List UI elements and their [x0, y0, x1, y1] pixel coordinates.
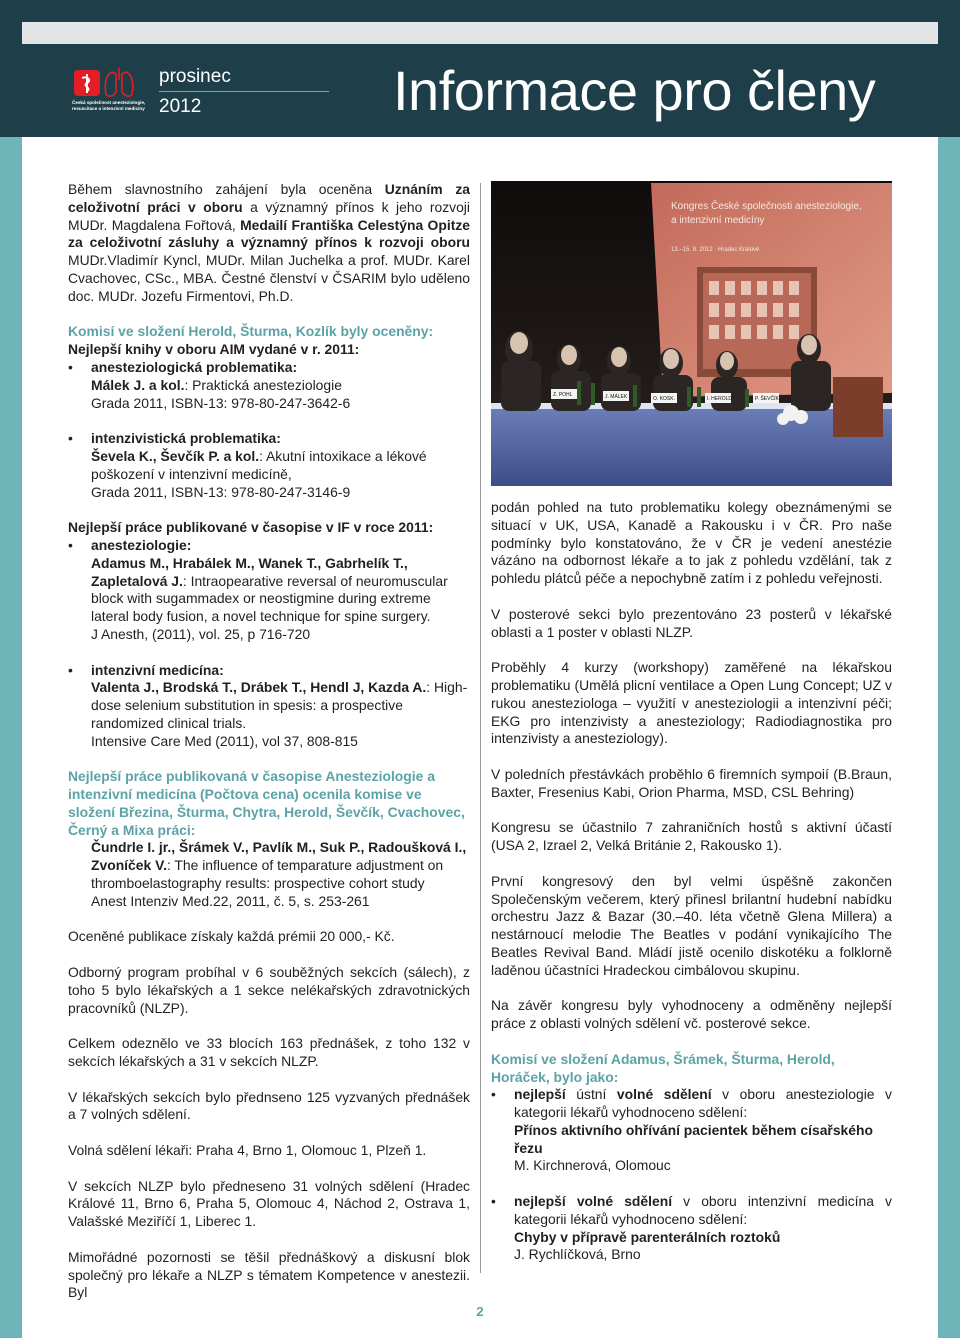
free-talks-paragraph: Volná sdělení lékaři: Praha 4, Brno 1, Olomouc 1, Plzeň 1. — [68, 1142, 427, 1159]
symposia-paragraph: V poledních přestávkách proběhlo 6 firemních sympoií (B.Braun, Baxter, Fresenius Kabi, Orion Pharma, MSD, CSL Behring) — [491, 765, 892, 800]
book-citation: Ševela K., Ševčík P. a kol.: Akutní intoxikace a lékové poškození v intenzivní medicíně, — [91, 447, 427, 482]
screen-date: 13.–15. 9. 2012 · Hradec Králové — [671, 247, 760, 253]
blocks-paragraph: Celkem odeznělo ve 33 blocích 163 přednášek, z toho 132 v sekcích lékařských a 31 v sekcích NLZP. — [68, 1035, 470, 1070]
book-category: • intenzivistická problematika: — [68, 430, 470, 448]
work-journal: Intensive Care Med (2011), vol 37, 808-815 — [91, 732, 358, 749]
poster-paragraph: V posterové sekci bylo prezentováno 23 posterů v lékařské oblasti a 1 poster v oblasti NLZP. — [491, 605, 892, 640]
commission-heading: Nejlepší práce publikovaná v časopise Anesteziologie a intenzivní medicína (Počtova cena) ocenila komise ve složení Březina, Šturma, Chytra, Herold, Ševčík, Cvachovec, Černý a Mixa práci: — [68, 768, 465, 838]
awards-intro-paragraph: Na závěr kongresu byly vyhodnoceny a odměněny nejlepší práce z oblasti volných sdělení vč. posterové sekce. — [491, 997, 892, 1032]
congress-stage-image — [491, 181, 892, 486]
work-category: • anesteziologie: — [68, 537, 470, 555]
right-column — [491, 499, 892, 1282]
book-publisher: Grada 2011, ISBN-13: 978-80-247-3642-6 — [91, 394, 351, 411]
left-column — [68, 181, 470, 1320]
award-author: J. Rychlíčková, Brno — [514, 1246, 641, 1263]
book-item: • anesteziologická problematika: — [68, 359, 470, 377]
congress-photo — [491, 181, 892, 486]
column-divider — [480, 183, 481, 1273]
workshops-paragraph: Proběhly 4 kurzy (workshopy) zaměřené na lékařskou problematiku (Umělá plicní ventilace a Open Lung Concept; UZ v rukou anesteziologa – využití v anesteziologii a intenzivní péči; EKG pro intenzivisty a anesteziology; Radiodiagnostika pro intenzivisty a anesteziology). — [491, 659, 892, 747]
screen-subtitle: a intenzivní medicíny — [671, 215, 765, 226]
name-card: J. MÁLEK — [605, 394, 628, 400]
book-item-2 — [68, 430, 470, 501]
commission-heading: Komisí ve složení Adamus, Šrámek, Šturma, Herold, Horáček, bylo jako: — [491, 1050, 835, 1085]
discussion-paragraph: podán pohled na tuto problematiku kolegy obeznámenými se situací v UK, USA, Kanadě a Rakousku i v ČR. Pro naše podmínky bylo konstatováno, že v ČR je vedení anestézie vázáno na odbornost lékaře a to jak z pohledu vzdělání, tak z pohledu plátců péče a nepochybně zatím i z pohledu veřejnosti. — [491, 499, 892, 587]
issue-year: 2012 — [159, 96, 202, 117]
prize-paragraph: Oceněné publikace získaly každá prémii 20 000,- Kč. — [68, 928, 395, 945]
special-block-paragraph: Mimořádné pozornosti se těšil přednáškový a diskusní blok společný pro lékaře a NLZP s tématem Kompetence v anestezii. Byl — [68, 1248, 470, 1301]
work-citation: Čundrle I. jr., Šrámek V., Pavlík M., Suk P., Radoušková I., Zvoníček V.: The influence of temparature adjustment on thromboelastography results: prospective cohort study — [91, 839, 467, 892]
work-category: • intenzivní medicína: — [68, 662, 470, 680]
logo-text: Česká společnost anesteziologie, resuscitace a intenzivní medicíny — [72, 100, 146, 111]
work-citation: Adamus M., Hrabálek M., Wanek T., Gabrhelík T., Zapletalová J.: Intraopearative reversal of neuromuscular block with sugammadex or neostigmine during extreme lateral body fusion, a novel technique for spine surgery. — [91, 554, 448, 625]
screen-title: Kongres České společnosti anesteziologie, — [671, 201, 862, 212]
name-card: I. HEROLD — [707, 396, 733, 402]
award-author: M. Kirchnerová, Olomouc — [514, 1157, 671, 1174]
page-number: 2 — [476, 1304, 484, 1319]
program-paragraph: Odborný program probíhal v 6 souběžných sekcích (sálech), z toho 5 bylo lékařských a 1 sekce nelékařských zdravotnických pracovníků (NLZP). — [68, 964, 470, 1016]
book-citation: Málek J. a kol.: Praktická anesteziologie — [91, 376, 342, 393]
award-item: • nejlepší ústní volné sdělení v oboru anesteziologie v kategorii lékařů vyhodnoceno sdělení: — [491, 1086, 892, 1122]
name-card: O. KOSK. — [653, 396, 675, 402]
award-section-2 — [491, 1193, 892, 1264]
commission-heading: Komisí ve složení Herold, Šturma, Kozlík byly oceněny: — [68, 323, 434, 340]
works-section — [68, 519, 470, 644]
work-journal: J Anesth, (2011), vol. 25, p 716-720 — [91, 625, 311, 642]
pocta-prize-section — [68, 768, 470, 910]
social-evening-paragraph: První kongresový den byl velmi úspěšně zakončen Společenským večerem, který přinesl brilantní hudební nabídku orchestru Jazz & Bazar (30.–40. léta včetně Glena Millera) a nestárnoucí melodie The Beatles v podání vynikajícího The Beatles Revival Band. Mládí jistě ocenilo diskotéku a folklorně laděnou účastníci Hradeckou cimbálovou skupinu. — [491, 872, 892, 978]
works-item-2 — [68, 662, 470, 751]
foreign-guests-paragraph: Kongresu se účastnilo 7 zahraničních hostů s aktivní účastí (USA 2, Izrael 2, Velká Británie 2, Rakousko 1). — [491, 819, 892, 854]
header-strip — [22, 22, 938, 44]
books-heading: Nejlepší knihy v oboru AIM vydané v r. 2011: — [68, 341, 360, 358]
medical-sections-paragraph: V lékařských sekcích bylo přednseno 125 vyzvaných přednášek a 7 volných sdělení. — [68, 1088, 470, 1123]
award-item: • nejlepší volné sdělení v oboru intenzivní medicína v kategorii lékařů vyhodnoceno sdělení: — [491, 1193, 892, 1229]
name-card: Z. POHL — [553, 392, 573, 398]
work-journal: Anest Intenziv Med.22, 2011, č. 5, s. 253-261 — [91, 892, 370, 909]
opening-paragraph: Během slavnostního zahájení byla oceněna Uznáním za celoživotní práci v oboru a významný přínos k jeho rozvoji MUDr. Magdalena Fořtová, Medailí Františka Celestýna Opitze za celoživotní zásluhy a významný přínos k rozvoji oboru MUDr.Vladimír Kyncl, MUDr. Milan Juchelka a prof. MUDr. Karel Cvachovec, CSc., MBA. Čestné členství v ČSARIM bylo uděleno doc. MUDr. Jozefu Firmentovi, Ph.D. — [68, 181, 470, 304]
name-card: P. ŠEVČÍK — [755, 396, 779, 402]
nlzp-paragraph: V sekcích NLZP bylo předneseno 31 volných sdělení (Hradec Králové 11, Brno 6, Praha 5, Olomouc 4, Náchod 2, Ostrava 1, Valašské Meziříčí 1, Liberec 1. — [68, 1177, 470, 1230]
page-title: Informace pro členy — [393, 59, 876, 122]
award-title: Přínos aktivního ohřívání pacientek během císařského řezu — [514, 1121, 873, 1156]
books-section — [68, 323, 470, 412]
works-heading: Nejlepší práce publikované v časopise v IF v roce 2011: — [68, 519, 434, 536]
award-section — [491, 1051, 892, 1176]
book-publisher: Grada 2011, ISBN-13: 978-80-247-3146-9 — [91, 483, 351, 500]
award-title: Chyby v přípravě parenterálních roztoků — [514, 1228, 781, 1245]
header-divider — [159, 91, 329, 92]
issue-month: prosinec — [159, 66, 231, 87]
work-citation: Valenta J., Brodská T., Drábek T., Hendl J, Kazda A.: High-dose selenium substitution in spesis: a prospective randomized clinical trials. — [91, 679, 468, 731]
